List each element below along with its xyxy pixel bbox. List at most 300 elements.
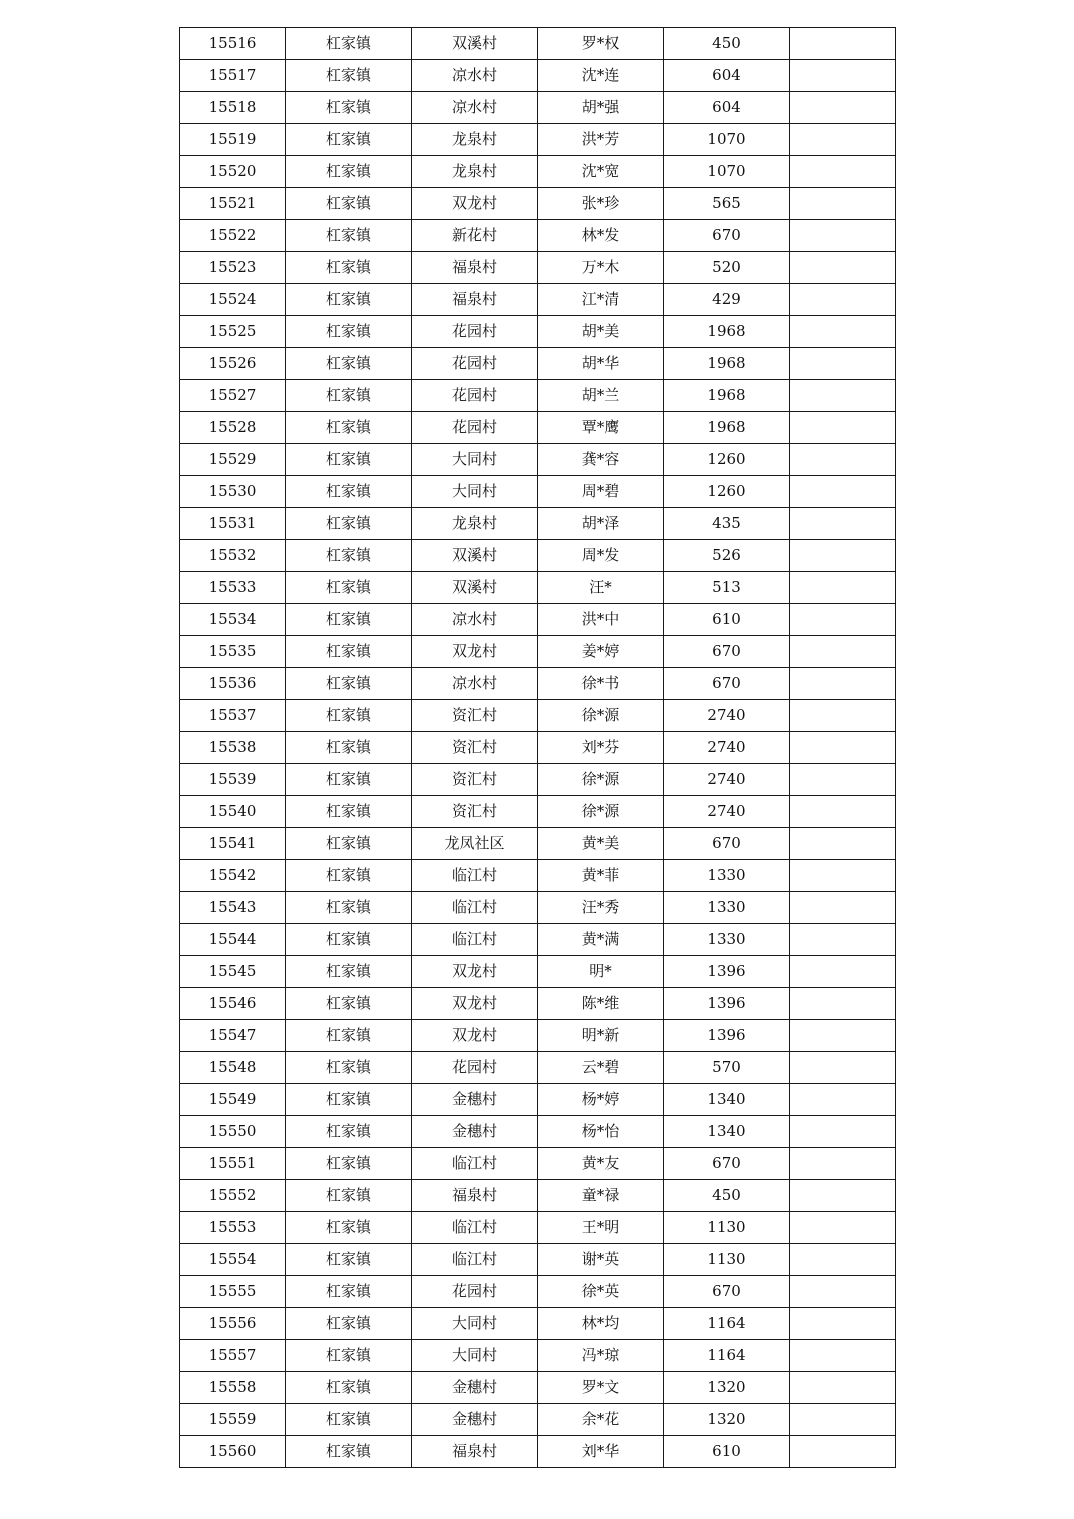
town-cell: 杠家镇	[286, 540, 412, 572]
amount-cell: 2740	[664, 764, 790, 796]
town-cell: 杠家镇	[286, 156, 412, 188]
town-cell: 杠家镇	[286, 316, 412, 348]
table-row	[180, 1276, 896, 1308]
table-row	[180, 92, 896, 124]
table-row	[180, 540, 896, 572]
row-number-cell: 15524	[180, 284, 286, 316]
table-row	[180, 1052, 896, 1084]
row-number-cell: 15522	[180, 220, 286, 252]
remark-cell	[790, 92, 896, 124]
town-cell: 杠家镇	[286, 700, 412, 732]
town-cell: 杠家镇	[286, 28, 412, 60]
amount-cell: 1070	[664, 156, 790, 188]
remark-cell	[790, 284, 896, 316]
village-cell: 福泉村	[412, 1436, 538, 1468]
remark-cell	[790, 476, 896, 508]
village-cell: 凉水村	[412, 60, 538, 92]
town-cell: 杠家镇	[286, 828, 412, 860]
remark-cell	[790, 988, 896, 1020]
village-cell: 临江村	[412, 1244, 538, 1276]
village-cell: 凉水村	[412, 668, 538, 700]
village-cell: 花园村	[412, 316, 538, 348]
amount-cell: 1330	[664, 924, 790, 956]
town-cell: 杠家镇	[286, 1244, 412, 1276]
remark-cell	[790, 252, 896, 284]
table-row	[180, 924, 896, 956]
amount-cell: 1164	[664, 1340, 790, 1372]
table-body	[180, 28, 896, 1468]
remark-cell	[790, 1276, 896, 1308]
amount-cell: 1968	[664, 412, 790, 444]
table-row	[180, 892, 896, 924]
remark-cell	[790, 764, 896, 796]
name-cell: 余*花	[538, 1404, 664, 1436]
row-number-cell: 15520	[180, 156, 286, 188]
table-row	[180, 700, 896, 732]
table-row	[180, 1148, 896, 1180]
table-row	[180, 124, 896, 156]
village-cell: 龙凤社区	[412, 828, 538, 860]
amount-cell: 1396	[664, 1020, 790, 1052]
row-number-cell: 15545	[180, 956, 286, 988]
town-cell: 杠家镇	[286, 1372, 412, 1404]
row-number-cell: 15554	[180, 1244, 286, 1276]
name-cell: 江*清	[538, 284, 664, 316]
row-number-cell: 15553	[180, 1212, 286, 1244]
village-cell: 花园村	[412, 380, 538, 412]
table-row	[180, 988, 896, 1020]
row-number-cell: 15560	[180, 1436, 286, 1468]
row-number-cell: 15547	[180, 1020, 286, 1052]
row-number-cell: 15528	[180, 412, 286, 444]
town-cell: 杠家镇	[286, 1308, 412, 1340]
table-row	[180, 412, 896, 444]
remark-cell	[790, 796, 896, 828]
town-cell: 杠家镇	[286, 476, 412, 508]
name-cell: 黄*友	[538, 1148, 664, 1180]
name-cell: 姜*婷	[538, 636, 664, 668]
remark-cell	[790, 636, 896, 668]
remark-cell	[790, 1372, 896, 1404]
name-cell: 周*碧	[538, 476, 664, 508]
remark-cell	[790, 444, 896, 476]
town-cell: 杠家镇	[286, 1436, 412, 1468]
row-number-cell: 15526	[180, 348, 286, 380]
town-cell: 杠家镇	[286, 604, 412, 636]
row-number-cell: 15551	[180, 1148, 286, 1180]
table-row	[180, 604, 896, 636]
amount-cell: 1396	[664, 956, 790, 988]
row-number-cell: 15532	[180, 540, 286, 572]
amount-cell: 670	[664, 668, 790, 700]
village-cell: 凉水村	[412, 92, 538, 124]
amount-cell: 1330	[664, 892, 790, 924]
name-cell: 童*禄	[538, 1180, 664, 1212]
row-number-cell: 15543	[180, 892, 286, 924]
table-row	[180, 1308, 896, 1340]
village-cell: 金穗村	[412, 1084, 538, 1116]
village-cell: 双龙村	[412, 1020, 538, 1052]
table-row	[180, 956, 896, 988]
town-cell: 杠家镇	[286, 1340, 412, 1372]
town-cell: 杠家镇	[286, 508, 412, 540]
town-cell: 杠家镇	[286, 988, 412, 1020]
row-number-cell: 15529	[180, 444, 286, 476]
village-cell: 资汇村	[412, 764, 538, 796]
name-cell: 徐*源	[538, 764, 664, 796]
village-cell: 金穗村	[412, 1372, 538, 1404]
name-cell: 覃*鹰	[538, 412, 664, 444]
town-cell: 杠家镇	[286, 444, 412, 476]
town-cell: 杠家镇	[286, 220, 412, 252]
town-cell: 杠家镇	[286, 1212, 412, 1244]
row-number-cell: 15538	[180, 732, 286, 764]
row-number-cell: 15530	[180, 476, 286, 508]
table-row	[180, 28, 896, 60]
row-number-cell: 15544	[180, 924, 286, 956]
village-cell: 金穗村	[412, 1404, 538, 1436]
name-cell: 胡*华	[538, 348, 664, 380]
amount-cell: 604	[664, 92, 790, 124]
remark-cell	[790, 220, 896, 252]
amount-cell: 670	[664, 636, 790, 668]
table-row	[180, 1212, 896, 1244]
remark-cell	[790, 1340, 896, 1372]
remark-cell	[790, 892, 896, 924]
name-cell: 杨*婷	[538, 1084, 664, 1116]
town-cell: 杠家镇	[286, 1084, 412, 1116]
town-cell: 杠家镇	[286, 1148, 412, 1180]
amount-cell: 604	[664, 60, 790, 92]
table-row	[180, 60, 896, 92]
remark-cell	[790, 956, 896, 988]
village-cell: 福泉村	[412, 1180, 538, 1212]
row-number-cell: 15539	[180, 764, 286, 796]
name-cell: 林*均	[538, 1308, 664, 1340]
row-number-cell: 15542	[180, 860, 286, 892]
amount-cell: 2740	[664, 796, 790, 828]
row-number-cell: 15517	[180, 60, 286, 92]
table-row	[180, 188, 896, 220]
village-cell: 双溪村	[412, 540, 538, 572]
row-number-cell: 15555	[180, 1276, 286, 1308]
name-cell: 洪*中	[538, 604, 664, 636]
remark-cell	[790, 828, 896, 860]
village-cell: 临江村	[412, 1148, 538, 1180]
amount-cell: 435	[664, 508, 790, 540]
village-cell: 双溪村	[412, 28, 538, 60]
remark-cell	[790, 380, 896, 412]
record-table	[179, 27, 896, 1468]
town-cell: 杠家镇	[286, 732, 412, 764]
remark-cell	[790, 732, 896, 764]
remark-cell	[790, 1084, 896, 1116]
town-cell: 杠家镇	[286, 92, 412, 124]
amount-cell: 1968	[664, 348, 790, 380]
name-cell: 胡*泽	[538, 508, 664, 540]
town-cell: 杠家镇	[286, 284, 412, 316]
remark-cell	[790, 924, 896, 956]
remark-cell	[790, 1212, 896, 1244]
town-cell: 杠家镇	[286, 636, 412, 668]
village-cell: 大同村	[412, 1340, 538, 1372]
name-cell: 汪*秀	[538, 892, 664, 924]
row-number-cell: 15523	[180, 252, 286, 284]
village-cell: 福泉村	[412, 252, 538, 284]
row-number-cell: 15518	[180, 92, 286, 124]
name-cell: 杨*怡	[538, 1116, 664, 1148]
village-cell: 大同村	[412, 476, 538, 508]
amount-cell: 1130	[664, 1212, 790, 1244]
village-cell: 凉水村	[412, 604, 538, 636]
amount-cell: 1340	[664, 1116, 790, 1148]
village-cell: 临江村	[412, 860, 538, 892]
table-row	[180, 828, 896, 860]
amount-cell: 1396	[664, 988, 790, 1020]
amount-cell: 1260	[664, 444, 790, 476]
name-cell: 汪*	[538, 572, 664, 604]
table-row	[180, 636, 896, 668]
name-cell: 罗*文	[538, 1372, 664, 1404]
table-row	[180, 1180, 896, 1212]
name-cell: 周*发	[538, 540, 664, 572]
remark-cell	[790, 28, 896, 60]
row-number-cell: 15534	[180, 604, 286, 636]
row-number-cell: 15516	[180, 28, 286, 60]
remark-cell	[790, 412, 896, 444]
table-row	[180, 220, 896, 252]
row-number-cell: 15552	[180, 1180, 286, 1212]
table-row	[180, 1340, 896, 1372]
name-cell: 明*	[538, 956, 664, 988]
row-number-cell: 15546	[180, 988, 286, 1020]
row-number-cell: 15525	[180, 316, 286, 348]
village-cell: 龙泉村	[412, 156, 538, 188]
remark-cell	[790, 1180, 896, 1212]
row-number-cell: 15527	[180, 380, 286, 412]
town-cell: 杠家镇	[286, 1020, 412, 1052]
town-cell: 杠家镇	[286, 380, 412, 412]
name-cell: 徐*源	[538, 796, 664, 828]
table-row	[180, 1404, 896, 1436]
town-cell: 杠家镇	[286, 764, 412, 796]
town-cell: 杠家镇	[286, 572, 412, 604]
town-cell: 杠家镇	[286, 860, 412, 892]
amount-cell: 570	[664, 1052, 790, 1084]
table-row	[180, 860, 896, 892]
row-number-cell: 15536	[180, 668, 286, 700]
village-cell: 花园村	[412, 348, 538, 380]
name-cell: 冯*琼	[538, 1340, 664, 1372]
town-cell: 杠家镇	[286, 1276, 412, 1308]
remark-cell	[790, 860, 896, 892]
name-cell: 王*明	[538, 1212, 664, 1244]
table-row	[180, 476, 896, 508]
remark-cell	[790, 348, 896, 380]
town-cell: 杠家镇	[286, 348, 412, 380]
row-number-cell: 15537	[180, 700, 286, 732]
name-cell: 刘*芬	[538, 732, 664, 764]
remark-cell	[790, 1436, 896, 1468]
remark-cell	[790, 1116, 896, 1148]
town-cell: 杠家镇	[286, 1116, 412, 1148]
name-cell: 万*木	[538, 252, 664, 284]
town-cell: 杠家镇	[286, 892, 412, 924]
name-cell: 黄*满	[538, 924, 664, 956]
town-cell: 杠家镇	[286, 412, 412, 444]
name-cell: 沈*宽	[538, 156, 664, 188]
village-cell: 花园村	[412, 1276, 538, 1308]
table-row	[180, 572, 896, 604]
village-cell: 福泉村	[412, 284, 538, 316]
name-cell: 刘*华	[538, 1436, 664, 1468]
village-cell: 金穗村	[412, 1116, 538, 1148]
village-cell: 双溪村	[412, 572, 538, 604]
village-cell: 大同村	[412, 444, 538, 476]
name-cell: 黄*菲	[538, 860, 664, 892]
table-row	[180, 764, 896, 796]
remark-cell	[790, 316, 896, 348]
name-cell: 陈*维	[538, 988, 664, 1020]
table-row	[180, 444, 896, 476]
village-cell: 花园村	[412, 1052, 538, 1084]
amount-cell: 2740	[664, 700, 790, 732]
town-cell: 杠家镇	[286, 60, 412, 92]
table-row	[180, 1372, 896, 1404]
row-number-cell: 15559	[180, 1404, 286, 1436]
table-row	[180, 1244, 896, 1276]
table-row	[180, 796, 896, 828]
name-cell: 明*新	[538, 1020, 664, 1052]
town-cell: 杠家镇	[286, 124, 412, 156]
name-cell: 胡*美	[538, 316, 664, 348]
town-cell: 杠家镇	[286, 1052, 412, 1084]
row-number-cell: 15550	[180, 1116, 286, 1148]
name-cell: 罗*权	[538, 28, 664, 60]
village-cell: 双龙村	[412, 956, 538, 988]
row-number-cell: 15533	[180, 572, 286, 604]
row-number-cell: 15558	[180, 1372, 286, 1404]
amount-cell: 565	[664, 188, 790, 220]
remark-cell	[790, 700, 896, 732]
name-cell: 胡*兰	[538, 380, 664, 412]
town-cell: 杠家镇	[286, 796, 412, 828]
remark-cell	[790, 1404, 896, 1436]
amount-cell: 450	[664, 28, 790, 60]
table-row	[180, 1020, 896, 1052]
amount-cell: 1320	[664, 1404, 790, 1436]
town-cell: 杠家镇	[286, 188, 412, 220]
remark-cell	[790, 604, 896, 636]
row-number-cell: 15521	[180, 188, 286, 220]
remark-cell	[790, 1308, 896, 1340]
village-cell: 资汇村	[412, 732, 538, 764]
town-cell: 杠家镇	[286, 924, 412, 956]
amount-cell: 2740	[664, 732, 790, 764]
village-cell: 双龙村	[412, 636, 538, 668]
table-row	[180, 668, 896, 700]
town-cell: 杠家镇	[286, 668, 412, 700]
amount-cell: 1164	[664, 1308, 790, 1340]
table-row	[180, 732, 896, 764]
remark-cell	[790, 1244, 896, 1276]
table-row	[180, 1084, 896, 1116]
amount-cell: 1130	[664, 1244, 790, 1276]
name-cell: 林*发	[538, 220, 664, 252]
remark-cell	[790, 1020, 896, 1052]
amount-cell: 450	[664, 1180, 790, 1212]
village-cell: 新花村	[412, 220, 538, 252]
remark-cell	[790, 1052, 896, 1084]
village-cell: 资汇村	[412, 796, 538, 828]
village-cell: 花园村	[412, 412, 538, 444]
amount-cell: 526	[664, 540, 790, 572]
amount-cell: 670	[664, 220, 790, 252]
amount-cell: 1070	[664, 124, 790, 156]
amount-cell: 610	[664, 604, 790, 636]
town-cell: 杠家镇	[286, 1180, 412, 1212]
village-cell: 龙泉村	[412, 124, 538, 156]
table-row	[180, 252, 896, 284]
name-cell: 谢*英	[538, 1244, 664, 1276]
village-cell: 龙泉村	[412, 508, 538, 540]
village-cell: 资汇村	[412, 700, 538, 732]
row-number-cell: 15557	[180, 1340, 286, 1372]
row-number-cell: 15519	[180, 124, 286, 156]
table-row	[180, 508, 896, 540]
table-row	[180, 1436, 896, 1468]
amount-cell: 670	[664, 1276, 790, 1308]
town-cell: 杠家镇	[286, 1404, 412, 1436]
village-cell: 大同村	[412, 1308, 538, 1340]
amount-cell: 670	[664, 828, 790, 860]
town-cell: 杠家镇	[286, 252, 412, 284]
row-number-cell: 15556	[180, 1308, 286, 1340]
name-cell: 洪*芳	[538, 124, 664, 156]
village-cell: 临江村	[412, 892, 538, 924]
remark-cell	[790, 1148, 896, 1180]
row-number-cell: 15531	[180, 508, 286, 540]
name-cell: 云*碧	[538, 1052, 664, 1084]
remark-cell	[790, 508, 896, 540]
remark-cell	[790, 540, 896, 572]
remark-cell	[790, 572, 896, 604]
village-cell: 临江村	[412, 1212, 538, 1244]
row-number-cell: 15540	[180, 796, 286, 828]
table-row	[180, 1116, 896, 1148]
amount-cell: 513	[664, 572, 790, 604]
remark-cell	[790, 156, 896, 188]
name-cell: 徐*书	[538, 668, 664, 700]
name-cell: 黄*美	[538, 828, 664, 860]
row-number-cell: 15549	[180, 1084, 286, 1116]
remark-cell	[790, 60, 896, 92]
amount-cell: 1968	[664, 380, 790, 412]
name-cell: 徐*英	[538, 1276, 664, 1308]
row-number-cell: 15548	[180, 1052, 286, 1084]
amount-cell: 610	[664, 1436, 790, 1468]
amount-cell: 520	[664, 252, 790, 284]
remark-cell	[790, 124, 896, 156]
amount-cell: 1260	[664, 476, 790, 508]
village-cell: 临江村	[412, 924, 538, 956]
amount-cell: 1320	[664, 1372, 790, 1404]
remark-cell	[790, 188, 896, 220]
name-cell: 胡*强	[538, 92, 664, 124]
table-row	[180, 284, 896, 316]
amount-cell: 1330	[664, 860, 790, 892]
amount-cell: 1340	[664, 1084, 790, 1116]
